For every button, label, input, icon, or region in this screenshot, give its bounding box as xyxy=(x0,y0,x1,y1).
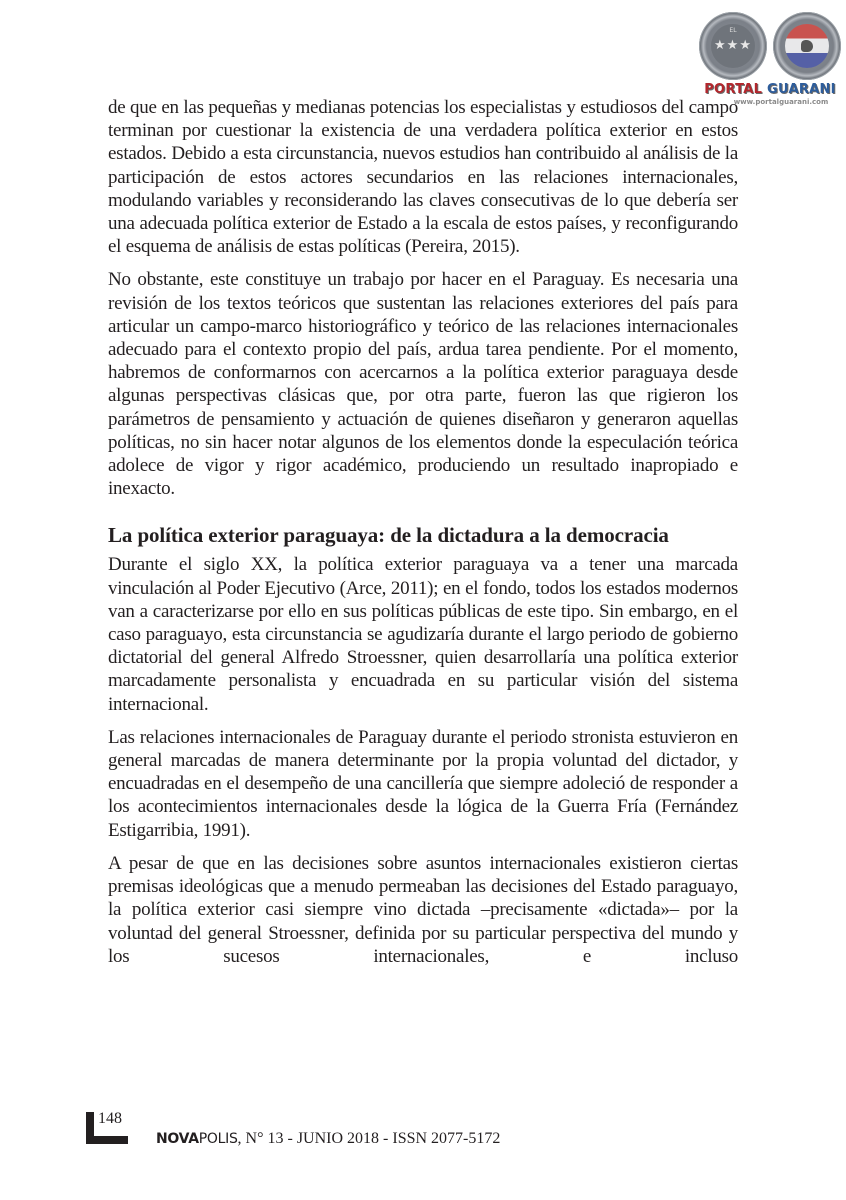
body-paragraph: No obstante, este constituye un trabajo por hacer en el Paraguay. Es necesaria una revisión de los textos teóricos que sustentan las relaciones exteriores del país para articular un campo-marco historiográfico y teórico de las relaciones internacionales adecuado para el contexto propio del país, ardua tarea pendiente. Por el momento, habremos de conformarnos con acercarnos a la política exterior paraguaya desde algunas perspectivas clásicas que, por otra parte, fueron las que rigieron los parámetros de pensamiento y actuación de quienes diseñaron y generaron aquellas políticas, no sin hacer notar algunos de los elementos donde la especulación teórica adolece de vigor y rigor académico, produciendo un resultado inapropiado e inexacto. xyxy=(108,269,738,500)
body-paragraph: Durante el siglo XX, la política exterior paraguaya va a tener una marcada vinculación al Poder Ejecutivo (Arce, 2011); en el fondo, todos los estados modernos van a caracterizarse por ello en sus políticas públicas de este tipo. Sin embargo, en el caso paraguayo, esta circunstancia se agudizaría durante el largo periodo de gobierno dictatorial del general Alfredo Stroessner, quien desarrollaría una política exterior marcadamente personalista y encuadrada en su particular visión del sistema internacional. xyxy=(108,554,738,715)
journal-issue: , N° 13 - JUNIO 2018 - ISSN 2077-5172 xyxy=(237,1130,501,1147)
three-stars-seal-icon xyxy=(699,12,767,80)
brand-part-portal: PORTAL xyxy=(704,82,768,97)
paraguay-map-icon xyxy=(801,40,813,52)
journal-name-nova: NOVA xyxy=(156,1131,199,1147)
body-paragraph: de que en las pequeñas y medianas potencias los especialistas y estudiosos del campo terminan por cuestionar la existencia de una verdadera política exterior en estos estados. Debido a esta circunstancia, nuevos estudios han contribuido al análisis de la participación de estos actores secundarios en las relaciones internacionales, modulando variables y reconsiderando las claves consecutivas de lo que debería ser una adecuada política exterior de Estado a la escala de estos países, y reconfigurando el esquema de análisis de estas políticas (Pereira, 2015). xyxy=(108,97,738,258)
portal-guarani-watermark xyxy=(697,12,843,104)
page-number: 148 xyxy=(98,1110,122,1127)
body-paragraph: Las relaciones internacionales de Paraguay durante el periodo stronista estuvieron en general marcadas de manera determinante por la propia voluntad del dictador, y encuadradas en el desempeño de una cancillería que siempre adoleció de responder a los acontecimientos internacionales desde la lógica de la Guerra Fría (Fernández Estigarribia, 1991). xyxy=(108,726,738,841)
seal-label: EL xyxy=(729,27,737,34)
journal-name-polis: POLIS xyxy=(198,1131,238,1147)
journal-citation xyxy=(156,1130,500,1148)
portal-guarani-brand xyxy=(697,82,843,97)
portal-guarani-url: www.portalguarani.com xyxy=(733,98,829,106)
section-heading: La política exterior paraguaya: de la dictadura a la democracia xyxy=(108,523,669,548)
brand-part-guarani: GUARANI xyxy=(767,82,836,97)
body-paragraph: A pesar de que en las decisiones sobre asuntos internacionales existieron ciertas premisas ideológicas que a menudo permeaban las decisiones del Estado paraguayo, la política exterior casi siempre vino dictada –precisamente «dictada»– por la voluntad del general Stroessner, definida por su particular perspectiva del mundo y los sucesos internacionales, e incluso xyxy=(108,852,738,967)
article-body xyxy=(108,96,738,978)
paraguay-flag-seal-icon xyxy=(773,12,841,80)
stars-icon: ★★★ xyxy=(714,38,752,53)
corner-bracket-base xyxy=(86,1136,128,1144)
